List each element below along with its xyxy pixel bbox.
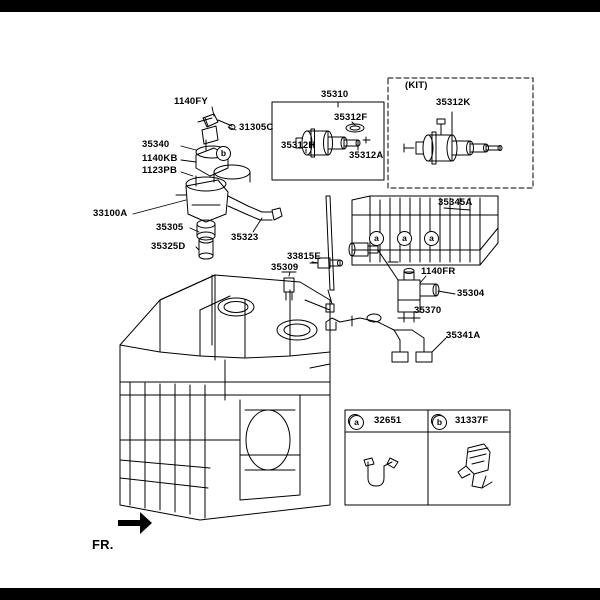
- legend-part-32651: 32651: [374, 415, 402, 426]
- callout-1123PB: 1123PB: [142, 165, 178, 176]
- detail-part-35312A: 35312A: [349, 150, 384, 161]
- callout-33815E: 33815E: [287, 251, 321, 262]
- engine-block-art: [120, 275, 330, 520]
- marker-a-1: a: [369, 231, 384, 246]
- fr-arrow-icon: [118, 512, 152, 534]
- callout-1140FR: 1140FR: [421, 266, 456, 277]
- callout-35340: 35340: [142, 139, 170, 150]
- detail-part-35312H: 35312H: [281, 140, 316, 151]
- callout-31305C: 31305C: [239, 122, 274, 133]
- kit-part-35312K: 35312K: [436, 97, 471, 108]
- detail-box-title-35310: 35310: [321, 89, 349, 100]
- callout-35341A: 35341A: [446, 330, 481, 341]
- callout-33100A: 33100A: [93, 208, 128, 219]
- legend-marker-a: a: [349, 415, 364, 430]
- callout-35304: 35304: [457, 288, 485, 299]
- pin-long-art-2: [326, 196, 330, 290]
- wiring-harness-art: [326, 314, 432, 362]
- callout-35370: 35370: [414, 305, 442, 316]
- marker-b-oil-housing: b: [216, 146, 231, 161]
- callout-35323: 35323: [231, 232, 259, 243]
- legend-part-31337F: 31337F: [455, 415, 489, 426]
- bolt-1140fy-art: [203, 114, 235, 130]
- kit-box-outline: [388, 78, 533, 188]
- marker-a-2: a: [397, 231, 412, 246]
- callout-35345A: 35345A: [438, 197, 473, 208]
- detail-part-35312F: 35312F: [334, 112, 368, 123]
- callout-35309: 35309: [271, 262, 299, 273]
- callout-35305: 35305: [156, 222, 184, 233]
- marker-a-3: a: [424, 231, 439, 246]
- kit-box-title: (KIT): [405, 80, 428, 91]
- callout-1140KB: 1140KB: [142, 153, 178, 164]
- callout-35325D: 35325D: [151, 241, 186, 252]
- orientation-label-fr: FR.: [92, 537, 114, 552]
- oil-filter-housing-art: [176, 118, 282, 259]
- legend-marker-b: b: [432, 415, 447, 430]
- pin-long-art: [330, 196, 334, 290]
- kit-actuator-art: [404, 119, 502, 164]
- callout-1140FY: 1140FY: [174, 96, 208, 107]
